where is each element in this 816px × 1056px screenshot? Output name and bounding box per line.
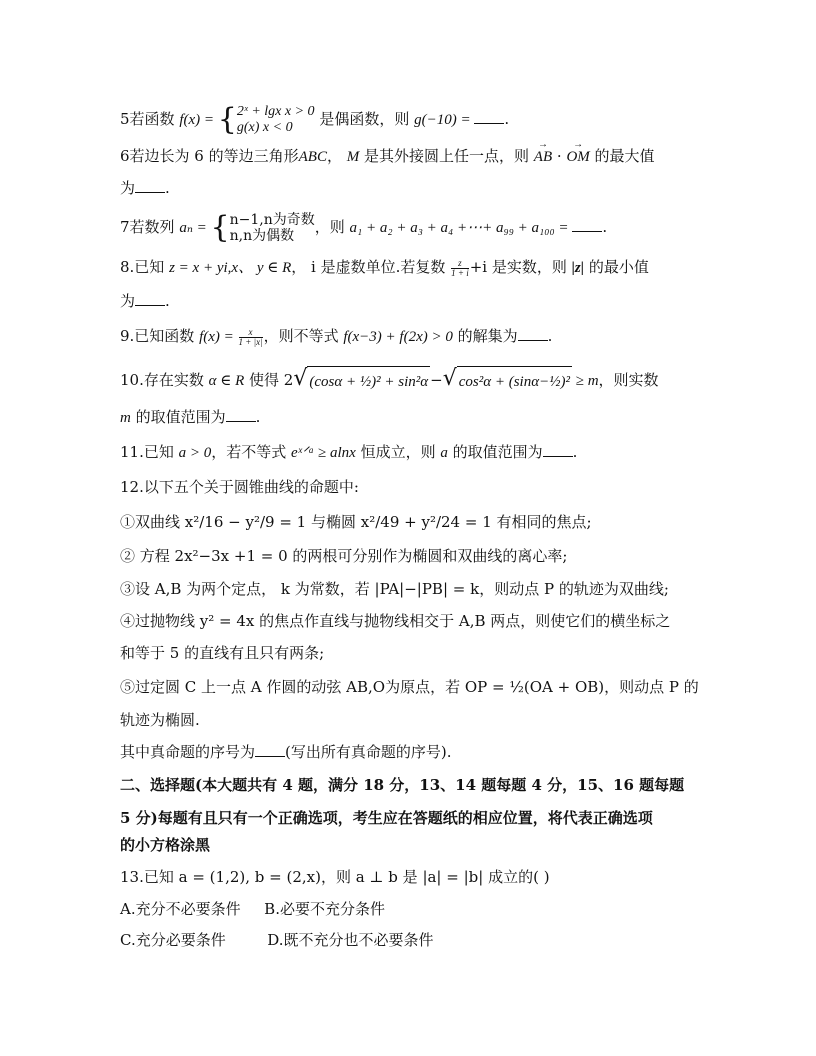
q8-plus: +i 是实数，则: [469, 258, 572, 276]
question-10-line-2: [120, 407, 700, 428]
q9-end: .: [547, 327, 553, 345]
question-9: [120, 326, 700, 347]
q10-radicand-1: (cosα + ½)² + sin²α: [307, 366, 430, 397]
question-7: [120, 210, 700, 245]
q6-blank: [135, 178, 165, 193]
q11-a2: a: [440, 445, 448, 461]
question-10: [120, 364, 700, 394]
q12-proposition-5-line-2: 轨迹为椭圆.: [120, 711, 200, 729]
q12-proposition-1: ①双曲线 x²/16 − y²/9 = 1 与椭圆 x²/49 + y²/24 = 1 有相同的焦点;: [120, 513, 592, 531]
q7-brace: {: [210, 210, 230, 245]
q7-prefix: 7若数列: [120, 218, 180, 236]
q7-middle: ，则: [314, 218, 350, 236]
q12-proposition-5-line-1: ⑤过定圆 C 上一点 A 作圆的动弦 AB,O为原点，若 OP = ½(OA + OB)，则动点 P 的: [120, 678, 699, 696]
q13-option-c: C.充分必要条件: [120, 931, 226, 949]
q6-vector-ab: → AB: [534, 147, 552, 167]
q6-tail: 的最大值: [589, 147, 655, 165]
q7-case-2: n,n为偶数: [229, 228, 295, 244]
question-13-stem: 13.已知 a = (1,2), b = (2,x)，则 a ⊥ b 是 |a| = |b| 成立的( ): [120, 868, 550, 886]
question-6-line-2: [120, 178, 700, 198]
q5-function: f(x): [179, 112, 201, 128]
q7-end: .: [602, 218, 608, 236]
q8-z-def: z = x + yi,x、 y ∈ R: [169, 260, 292, 276]
q13-option-a: A.充分不必要条件: [120, 900, 241, 918]
q13-options-row-1: [120, 899, 700, 919]
q11-tail: 恒成立，则: [355, 443, 441, 461]
q11-blank: [543, 442, 573, 457]
q5-brace: {: [217, 102, 237, 137]
q11-middle: ，若不等式: [211, 443, 292, 461]
q13-option-b: B.必要不充分条件: [264, 900, 385, 918]
q10-middle: 使得 2: [244, 371, 294, 389]
q7-sum: a₁ + a₂ + a₃ + a₄ +⋯+ a₉₉ + a₁₀₀ =: [349, 220, 573, 236]
q8-prefix: 8.已知: [120, 258, 170, 276]
q12-ask-suffix: (写出所有真命题的序号).: [285, 743, 452, 761]
q10-line2: 的取值范围为: [130, 408, 226, 426]
q9-tail: 的解集为: [452, 327, 518, 345]
q5-prefix: 5若函数: [120, 110, 175, 128]
q12-proposition-4-line-1: ④过抛物线 y² = 4x 的焦点作直线与抛物线相交于 A,B 两点，则使它们的横坐标之: [120, 612, 671, 630]
q11-prefix: 11.已知: [120, 443, 179, 461]
q11-inequality: eˣᐟᵃ ≥ alnx: [291, 445, 356, 461]
q9-denominator: 1 + |x|: [238, 336, 263, 347]
q12-proposition-3: ③设 A,B 为两个定点， k 为常数，若 |PA|−|PB| = k，则动点 P 的轨迹为双曲线;: [120, 580, 669, 598]
q6-triangle: ABC: [298, 149, 327, 165]
q11-tail2: 的取值范围为: [447, 443, 543, 461]
question-11: [120, 442, 700, 463]
q9-blank: [518, 326, 548, 341]
q10-prefix: 10.存在实数: [120, 371, 209, 389]
q9-prefix: 9.已知函数: [120, 327, 200, 345]
question-12-head: 12.以下五个关于圆锥曲线的命题中:: [120, 478, 359, 496]
q13-option-d: D.既不充分也不必要条件: [267, 931, 434, 949]
q5-case-1: 2ˣ + lgx x > 0: [236, 104, 315, 119]
q7-cases: [230, 212, 315, 244]
q10-tail: ，则实数: [598, 371, 659, 389]
q5-equals: =: [200, 112, 218, 128]
q7-sequence: aₙ =: [179, 220, 211, 236]
q9-numerator: x: [239, 328, 263, 338]
q5-middle: 是偶函数，则: [319, 110, 415, 128]
q10-ge: ≥ m: [571, 373, 599, 389]
q12-proposition-2: ② 方程 2x²−3x +1 = 0 的两根可分别作为椭圆和双曲线的离心率;: [120, 547, 568, 565]
q8-line2: 为: [120, 292, 136, 310]
q12-blank: [255, 742, 285, 757]
q8-tail: 的最小值: [584, 258, 649, 276]
q6-text: 6若边长为 6 的等边三角形: [120, 147, 299, 165]
q8-abs-z: |z|: [571, 260, 585, 276]
question-6: [120, 146, 700, 167]
q10-radicand-2: cos²α + (sinα−½)²: [457, 366, 572, 397]
section-2-heading-line-2: 5 分)每题有且只有一个正确选项，考生应在答题纸的相应位置，将代表正确选项: [120, 809, 653, 827]
q6-point: M: [346, 149, 360, 165]
q8-denominator: 1 + i: [451, 267, 469, 278]
q6-sep: ，: [326, 147, 347, 165]
q12-question: [120, 742, 700, 762]
q10-sqrt-sign-2: √: [442, 366, 457, 391]
section-2-heading-line-1: 二、选择题(本大题共有 4 题，满分 18 分，13、14 题每题 4 分，15、16 题每题: [120, 776, 685, 794]
q10-end: .: [255, 408, 261, 426]
q8-end: .: [165, 292, 170, 310]
q5-case-2: g(x) x < 0: [236, 120, 293, 135]
q5-end: .: [504, 110, 510, 128]
section-2-heading-line-3: 的小方格涂黑: [120, 836, 211, 854]
q9-fraction: [239, 328, 263, 347]
q6-vector-om: → OM: [566, 147, 589, 167]
q9-function: f(x) =: [199, 329, 238, 345]
question-8: [120, 257, 700, 278]
q9-middle: ，则不等式: [263, 327, 344, 345]
q10-minus: −: [430, 371, 443, 389]
q10-sqrt-sign-1: √: [293, 366, 308, 391]
q8-middle: ， i 是虚数单位.若复数: [291, 258, 451, 276]
q9-inequality: f(x−3) + f(2x) > 0: [343, 329, 453, 345]
q6-end: .: [165, 179, 170, 197]
q7-case-1: n−1,n为奇数: [229, 212, 315, 228]
q12-proposition-4-line-2: 和等于 5 的直线有且只有两条;: [120, 644, 325, 662]
q11-end: .: [572, 443, 578, 461]
q6-dot: ·: [552, 147, 567, 165]
q8-blank: [135, 291, 165, 306]
q10-m: m: [120, 410, 131, 426]
q11-a: a > 0: [178, 445, 212, 461]
q5-blank: [474, 109, 504, 124]
q5-expression: g(−10) =: [414, 112, 475, 128]
q13-options-row-2: [120, 930, 700, 950]
question-5: [120, 102, 700, 137]
q6-rest: 是其外接圆上任一点，则: [359, 147, 534, 165]
q7-blank: [572, 217, 602, 232]
q5-cases: [237, 104, 315, 136]
q8-numerator: z: [451, 259, 469, 269]
q8-fraction: [451, 259, 469, 278]
q10-blank: [226, 407, 256, 422]
q10-alpha: α ∈ R: [208, 373, 245, 389]
q6-line2: 为: [120, 179, 136, 197]
q12-ask-prefix: 其中真命题的序号为: [120, 743, 256, 761]
question-8-line-2: [120, 291, 700, 311]
